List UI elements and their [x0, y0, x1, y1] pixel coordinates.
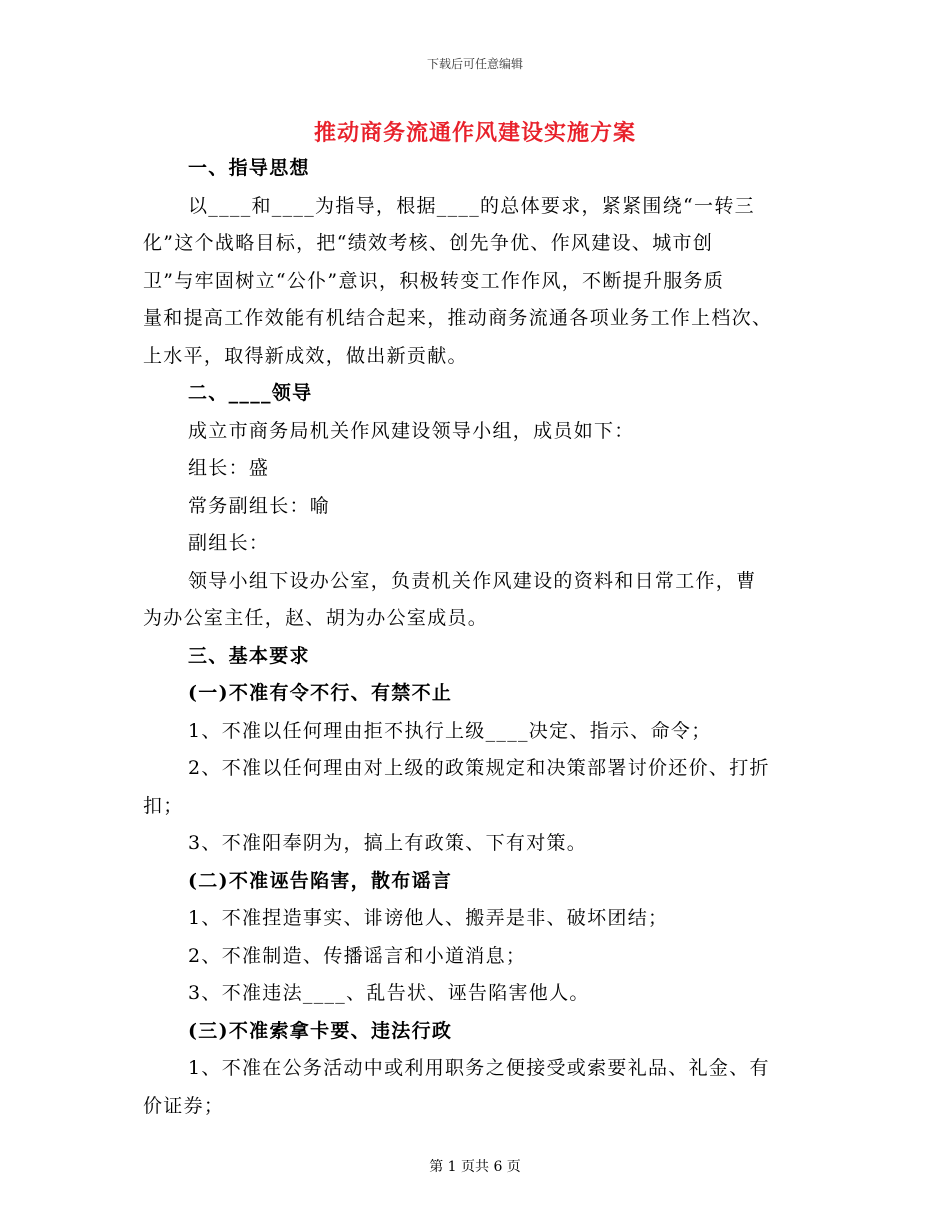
- section-heading: (三)不准索拿卡要、违法行政: [188, 1019, 453, 1042]
- section-heading: 一、指导思想: [188, 157, 310, 179]
- paragraph-line: 为办公室主任，赵、胡为办公室成员。: [143, 607, 489, 629]
- page-number: 第 1 页共 6 页: [429, 1159, 521, 1175]
- paragraph-line: 3、不准阳奉阴为，搞上有政策、下有对策。: [188, 832, 588, 854]
- paragraph-line: 常务副组长：喻: [188, 494, 331, 517]
- paragraph-line: 1、不准在公务活动中或利用职务之便接受或索要礼品、礼金、有: [188, 1057, 770, 1079]
- section-heading: (二)不准诬告陷害，散布谣言: [188, 869, 453, 892]
- paragraph-line: 成立市商务局机关作风建设领导小组，成员如下：: [188, 419, 635, 442]
- paragraph-line: 量和提高工作效能有机结合起来，推动商务流通各项业务工作上档次、: [143, 307, 773, 329]
- section-heading: (一)不准有令不行、有禁不止: [188, 682, 453, 704]
- section-heading: 三、基本要求: [188, 644, 310, 667]
- paragraph-line: 2、不准以任何理由对上级的政策规定和决策部署讨价还价、打折: [188, 757, 770, 779]
- paragraph-line: 价证券；: [143, 1094, 225, 1117]
- paragraph-line: 领导小组下设办公室，负责机关作风建设的资料和日常工作，曹: [188, 569, 757, 592]
- paragraph-line: 化”这个战略目标，把“绩效考核、创先争优、作风建设、城市创: [143, 232, 714, 254]
- document-title: 推动商务流通作风建设实施方案: [313, 120, 636, 146]
- paragraph-line: 1、不准捏造事实、诽谤他人、搬弄是非、破坏团结；: [188, 907, 669, 929]
- paragraph-line: 扣；: [143, 794, 184, 817]
- paragraph-line: 2、不准制造、传播谣言和小道消息；: [188, 944, 527, 967]
- section-heading: 二、____领导: [188, 382, 313, 404]
- paragraph-line: 上水平，取得新成效，做出新贡献。: [143, 344, 468, 367]
- paragraph-line: 副组长：: [188, 532, 270, 554]
- paragraph-line: 以____和____为指导，根据____的总体要求，紧紧围绕“一转三: [188, 194, 755, 217]
- document-body: [143, 150, 808, 1125]
- paragraph-line: 卫”与牢固树立“公仆”意识，积极转变工作作风，不断提升服务质: [143, 269, 725, 292]
- paragraph-line: 3、不准违法____、乱告状、诬告陷害他人。: [188, 982, 590, 1004]
- paragraph-line: 组长：盛: [188, 457, 270, 479]
- paragraph-line: 1、不准以任何理由拒不执行上级____决定、指示、命令；: [188, 719, 712, 742]
- page-header-note: 下载后可任意编辑: [426, 57, 523, 71]
